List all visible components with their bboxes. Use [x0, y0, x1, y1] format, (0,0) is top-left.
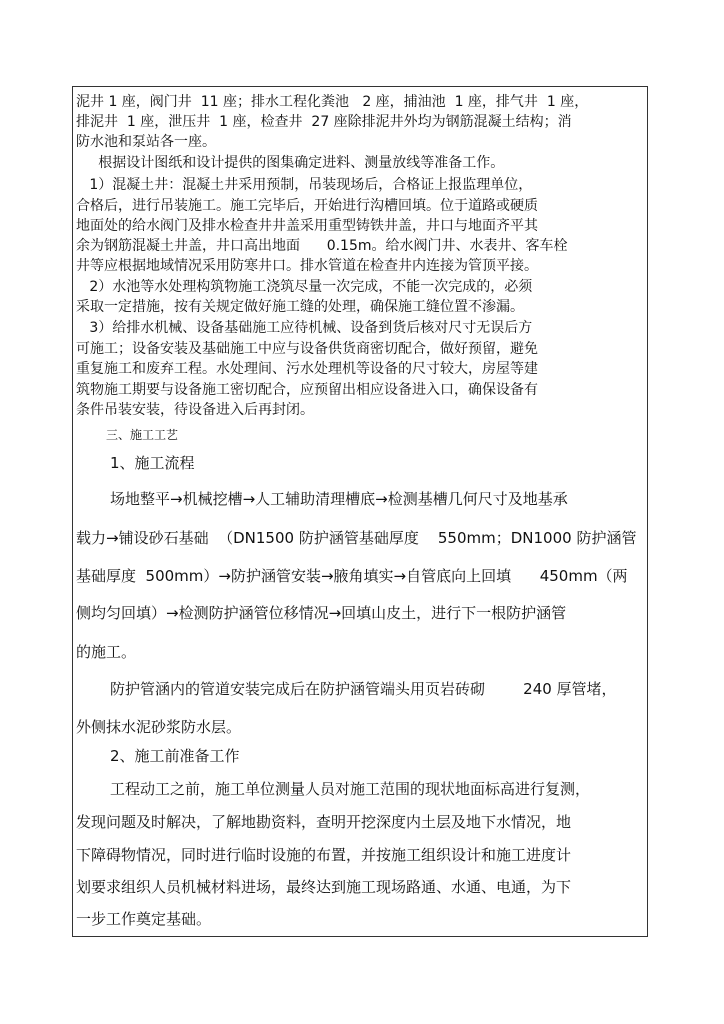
paragraph-line: 发现问题及时解决，了解地勘资料，查明开挖深度内土层及地下水情况，地 [76, 813, 572, 831]
body-line: 泥井 1 座，阀门井 11 座；排水工程化粪池 2 座，捕油池 1 座，排气井 1 座， [76, 94, 589, 110]
body-line: 条件吊装安装，待设备进入后再封闭。 [76, 402, 314, 418]
body-line: 重复施工和废弃工程。水处理间、污水处理机等设备的尺寸较大，房屋等建 [76, 361, 538, 377]
body-line: 余为钢筋混凝土井盖，井口高出地面 0.15m。给水阀门井、水表井、客车栓 [76, 238, 568, 254]
paragraph-line: 外侧抹水泥砂浆防水层。 [76, 718, 242, 736]
subsection-heading: 2、施工前准备工作 [110, 747, 240, 765]
body-line: 筑物施工期要与设备施工密切配合，应预留出相应设备进入口，确保设备有 [76, 382, 538, 398]
body-line: 根据设计图纸和设计提供的图集确定进料、测量放线等准备工作。 [76, 155, 505, 171]
body-line: 3）给排水机械、设备基础施工应待机械、设备到货后核对尺寸无误后方 [76, 320, 533, 336]
body-line: 采取一定措施，按有关规定做好施工缝的处理，确保施工缝位置不渗漏。 [76, 299, 524, 315]
flow-line: 侧均匀回填）→检测防护涵管位移情况→回填山皮土，进行下一根防护涵管 [76, 604, 567, 622]
paragraph-line: 划要求组织人员机械材料进场，最终达到施工现场路通、水通、电通，为下 [76, 878, 572, 896]
subsection-heading: 1、施工流程 [110, 454, 195, 472]
body-line: 排泥井 1 座，泄压井 1 座，检查井 27 座除排泥井外均为钢筋混凝土结构；消 [76, 114, 572, 130]
flow-line: 场地整平→机械挖槽→人工辅助清理槽底→检测基槽几何尺寸及地基承 [110, 490, 568, 508]
flow-line: 载力→铺设砂石基础 （DN1500 防护涵管基础厚度 550mm；DN1000 防护涵管 [76, 529, 637, 547]
body-line: 井等应根据地域情况采用防寒井口。排水管道在检查井内连接为管顶平接。 [76, 258, 538, 274]
body-line: 1）混凝土井：混凝土井采用预制，吊装现场后，合格证上报监理单位， [76, 177, 533, 193]
paragraph-line: 一步工作奠定基础。 [76, 910, 212, 928]
paragraph-line: 工程动工之前，施工单位测量人员对施工范围的现状地面标高进行复测， [110, 780, 591, 798]
body-line: 合格后，进行吊装施工。施工完毕后，开始进行沟槽回填。位于道路或硬质 [76, 198, 538, 214]
body-line: 2）水池等水处理构筑物施工浇筑尽量一次完成，不能一次完成的，必须 [76, 279, 533, 295]
body-line: 地面处的给水阀门及排水检查井井盖采用重型铸铁井盖，井口与地面齐平其 [76, 218, 538, 234]
paragraph-line: 防护管涵内的管道安装完成后在防护涵管端头用页岩砖砌 240 厚管堵， [110, 680, 617, 698]
section-heading: 三、施工工艺 [106, 428, 179, 442]
body-line: 防水池和泵站各一座。 [76, 134, 216, 150]
flow-line: 的施工。 [76, 643, 137, 661]
body-line: 可施工；设备安装及基础施工中应与设备供货商密切配合，做好预留，避免 [76, 341, 538, 357]
paragraph-line: 下障碍物情况，同时进行临时设施的布置，并按施工组织设计和施工进度计 [76, 846, 572, 864]
flow-line: 基础厚度 500mm）→防护涵管安装→腋角填实→自管底向上回填 450mm（两 [76, 567, 628, 585]
